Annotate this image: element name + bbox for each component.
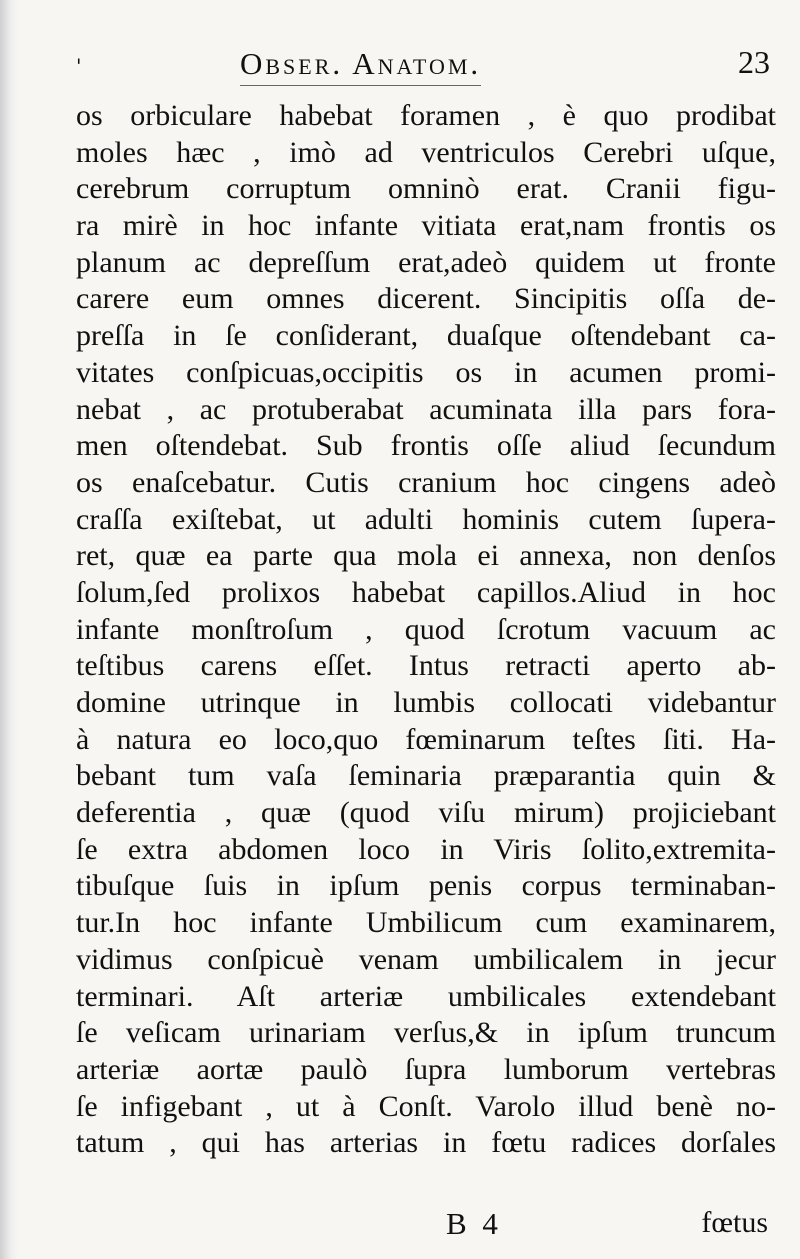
text-line: moles hæc , imò ad ventriculos Cerebri uſque,	[76, 135, 776, 169]
text-line: ſe infigebant , ut à Conſt. Varolo illud benè no-	[76, 1089, 776, 1123]
page-header	[70, 40, 770, 100]
text-line: arteriæ aortæ paulò ſupra lumborum vertebras	[76, 1052, 776, 1086]
running-head: Obser. Anatom.	[240, 46, 482, 81]
text-line: tibuſque ſuis in ipſum penis corpus terminaban-	[76, 869, 776, 903]
text-line: planum ac depreſſum erat,adeò quidem ut fronte	[76, 245, 776, 279]
catchword: fœtus	[701, 1206, 768, 1239]
text-line: à natura eo loco,quo fœminarum teſtes ſiti. Ha-	[76, 722, 776, 756]
text-line: os orbiculare habebat foramen , è quo prodibat	[76, 99, 776, 132]
text-line: ra mirè in hoc infante vitiata erat,nam frontis os	[76, 209, 776, 243]
text-line: domine utrinque in lumbis collocati videbantur	[76, 686, 776, 719]
body-text	[76, 98, 776, 1162]
text-line: terminari. Aſt arteriæ umbilicales extendebant	[76, 979, 776, 1013]
text-line: preſſa in ſe conſiderant, duaſque oſtendebant ca-	[76, 319, 776, 353]
text-line: bebant tum vaſa ſeminaria præparantia quin &	[76, 759, 776, 793]
text-line: ſe extra abdomen loco in Viris ſolito,extremita-	[76, 832, 776, 866]
text-line: tatum , qui has arterias in fœtu radices dorſales	[76, 1126, 776, 1160]
page-footer	[70, 1206, 770, 1246]
text-line: tur.In hoc infante Umbilicum cum examinarem,	[76, 906, 776, 940]
text-line: infante monſtroſum , quod ſcrotum vacuum ac	[76, 612, 776, 646]
signature-mark: B 4	[446, 1206, 502, 1241]
text-line: vitates conſpicuas,occipitis os in acumen promi-	[76, 355, 776, 389]
text-line: ret, quæ ea parte qua mola ei annexa, non denſos	[76, 539, 776, 573]
margin-mark: '	[76, 54, 82, 78]
text-line: men oſtendebat. Sub frontis oſſe aliud ſecundum	[76, 429, 776, 463]
text-line: vidimus conſpicuè venam umbilicalem in jecur	[76, 942, 776, 976]
text-line: deferentia , quæ (quod viſu mirum) projiciebant	[76, 796, 776, 830]
text-line: teſtibus carens eſſet. Intus retracti aperto ab-	[76, 649, 776, 683]
text-line: carere eum omnes dicerent. Sincipitis oſſa de-	[76, 282, 776, 316]
text-line: craſſa exiſtebat, ut adulti hominis cutem ſupera-	[76, 502, 776, 536]
text-line: ſolum,ſed prolixos habebat capillos.Aliud in hoc	[76, 575, 776, 609]
text-line: ſe veſicam urinariam verſus,& in ipſum truncum	[76, 1016, 776, 1050]
page-number: 23	[738, 44, 770, 80]
text-line: cerebrum corruptum omninò erat. Cranii figu-	[76, 172, 776, 206]
text-line: nebat , ac protuberabat acuminata illa pars fora-	[76, 392, 776, 426]
text-line: os enaſcebatur. Cutis cranium hoc cingens adeò	[76, 465, 776, 499]
page-gutter-shadow	[0, 0, 18, 1259]
